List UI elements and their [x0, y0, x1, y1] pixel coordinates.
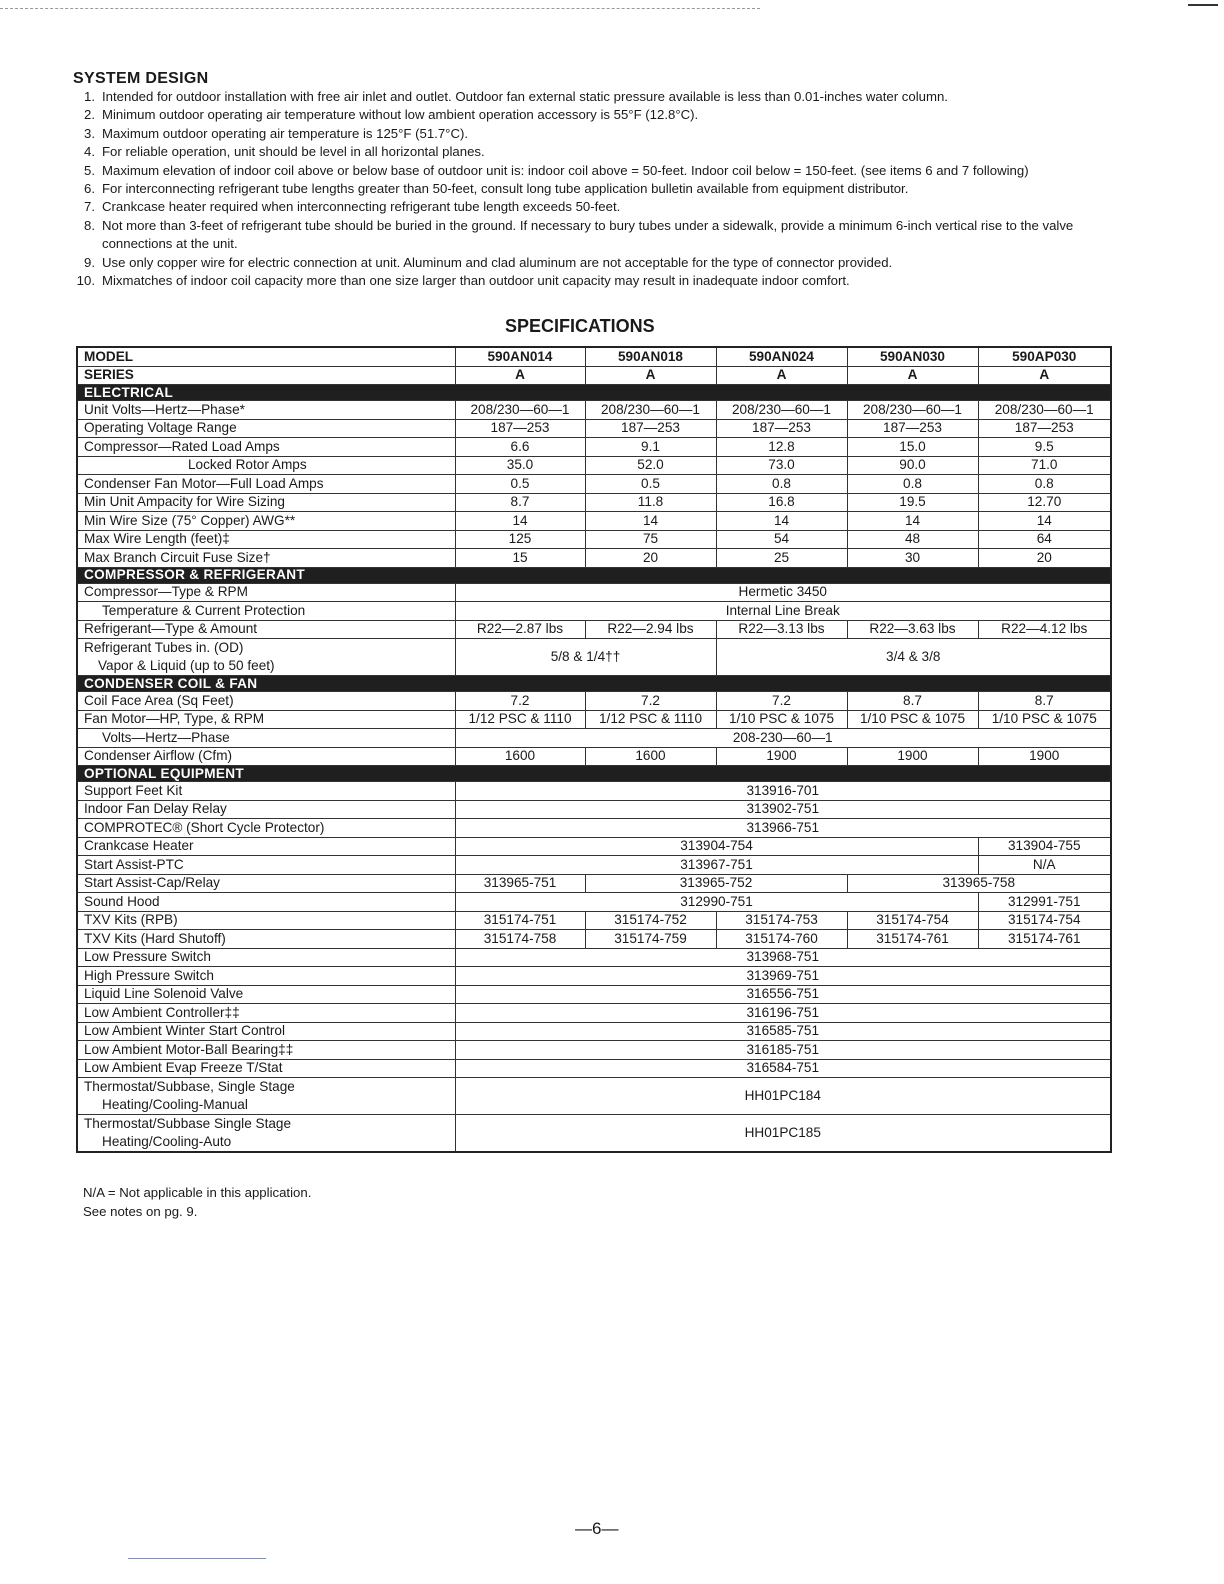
row-label	[77, 1115, 455, 1153]
row-label: Start Assist-Cap/Relay	[77, 874, 455, 893]
row-label: Refrigerant—Type & Amount	[77, 620, 455, 639]
table-cell: 14	[455, 512, 585, 531]
section-electrical	[77, 385, 1111, 401]
table-row	[77, 583, 1111, 602]
note-number: 6.	[84, 181, 95, 197]
table-cell: Hermetic 3450	[455, 583, 1111, 602]
note-item	[75, 254, 1115, 272]
table-row	[77, 639, 1111, 676]
table-cell: 315174-754	[847, 911, 978, 930]
table-row	[77, 1059, 1111, 1078]
row-label: Fan Motor—HP, Type, & RPM	[77, 710, 455, 729]
system-design-list	[75, 88, 1115, 290]
row-label: Crankcase Heater	[77, 837, 455, 856]
row-label: TXV Kits (RPB)	[77, 911, 455, 930]
table-row	[77, 911, 1111, 930]
row-label: COMPROTEC® (Short Cycle Protector)	[77, 819, 455, 838]
table-cell: 15.0	[847, 438, 978, 457]
table-cell: 5/8 & 1/4††	[455, 639, 716, 676]
table-cell: 316556-751	[455, 985, 1111, 1004]
row-label-line: Vapor & Liquid (up to 50 feet)	[98, 658, 275, 673]
note-number: 3.	[84, 125, 95, 141]
page-number: —6—	[575, 1519, 619, 1538]
note-text: Maximum elevation of indoor coil above or below base of outdoor unit is: indoor coil above = 50-feet. Indoor coil below = 150-feet. (see items 6 and 7 following)	[102, 162, 1029, 178]
model-cell: 590AN030	[847, 347, 978, 366]
table-cell: 1900	[847, 747, 978, 766]
note-item	[75, 180, 1115, 198]
scan-top-line	[0, 8, 760, 9]
series-cell: A	[978, 366, 1111, 385]
table-row	[77, 893, 1111, 912]
note-item	[75, 106, 1115, 124]
table-cell: 35.0	[455, 456, 585, 475]
table-cell: 8.7	[847, 692, 978, 711]
note-text: Mixmatches of indoor coil capacity more than one size larger than outdoor unit capacity may result in inadequate indoor comfort.	[102, 273, 850, 289]
table-row	[77, 475, 1111, 494]
table-cell: 7.2	[585, 692, 716, 711]
row-label-line: Thermostat/Subbase Single Stage	[84, 1116, 292, 1131]
table-cell: 313965-751	[455, 874, 585, 893]
table-cell: 313965-758	[847, 874, 1111, 893]
model-row	[77, 347, 1111, 366]
section-compressor	[77, 567, 1111, 583]
table-cell: 0.5	[455, 475, 585, 494]
row-label: TXV Kits (Hard Shutoff)	[77, 930, 455, 949]
table-row	[77, 967, 1111, 986]
table-row	[77, 401, 1111, 420]
note-text: For reliable operation, unit should be level in all horizontal planes.	[102, 144, 485, 160]
table-cell: 315174-761	[847, 930, 978, 949]
table-cell: 316584-751	[455, 1059, 1111, 1078]
table-row	[77, 985, 1111, 1004]
table-cell: 0.5	[585, 475, 716, 494]
model-cell: 590AN014	[455, 347, 585, 366]
table-row	[77, 819, 1111, 838]
table-cell: 1/10 PSC & 1075	[978, 710, 1111, 729]
table-cell: 315174-754	[978, 911, 1111, 930]
series-cell: A	[585, 366, 716, 385]
table-cell: 71.0	[978, 456, 1111, 475]
table-cell: 0.8	[978, 475, 1111, 494]
specifications-table	[76, 346, 1112, 1153]
note-item	[75, 217, 1115, 254]
table-cell: 316196-751	[455, 1004, 1111, 1023]
table-row	[77, 1004, 1111, 1023]
note-number: 9.	[84, 254, 95, 270]
note-text: Not more than 3-feet of refrigerant tube should be buried in the ground. If necessary to bury tubes under a sidewalk, provide a minimum 6-inch vertical rise to the valve connections at the unit.	[102, 217, 1074, 252]
table-cell: 208/230—60—1	[455, 401, 585, 420]
series-cell: A	[455, 366, 585, 385]
table-cell: 313966-751	[455, 819, 1111, 838]
table-row	[77, 800, 1111, 819]
table-cell: 315174-751	[455, 911, 585, 930]
table-cell: 187—253	[716, 419, 847, 438]
table-row	[77, 1022, 1111, 1041]
note-number: 2.	[84, 107, 95, 123]
table-row	[77, 1115, 1111, 1153]
table-cell: 9.1	[585, 438, 716, 457]
note-text: Intended for outdoor installation with free air inlet and outlet. Outdoor fan external static pressure available is less than 0.01-inches water column.	[102, 89, 948, 104]
table-row	[77, 512, 1111, 531]
row-label: Max Branch Circuit Fuse Size†	[77, 549, 455, 568]
table-cell: 313904-754	[455, 837, 978, 856]
table-row	[77, 874, 1111, 893]
table-cell: Internal Line Break	[455, 602, 1111, 621]
table-cell: 1/10 PSC & 1075	[847, 710, 978, 729]
table-row	[77, 419, 1111, 438]
table-row	[77, 456, 1111, 475]
table-cell: 1900	[978, 747, 1111, 766]
table-cell: 0.8	[716, 475, 847, 494]
note-number: 7.	[84, 199, 95, 215]
table-cell: R22—3.13 lbs	[716, 620, 847, 639]
table-row	[77, 602, 1111, 621]
row-label-line: Heating/Cooling-Auto	[102, 1134, 232, 1149]
row-label: Compressor—Rated Load Amps	[77, 438, 455, 457]
table-cell: 315174-761	[978, 930, 1111, 949]
row-label: High Pressure Switch	[77, 967, 455, 986]
row-label: Sound Hood	[77, 893, 455, 912]
table-cell: 208/230—60—1	[847, 401, 978, 420]
table-cell: 316585-751	[455, 1022, 1111, 1041]
table-cell: 312991-751	[978, 893, 1111, 912]
note-item	[75, 198, 1115, 216]
table-cell: 313902-751	[455, 800, 1111, 819]
section-heading: CONDENSER COIL & FAN	[77, 676, 1111, 692]
table-cell: 8.7	[455, 493, 585, 512]
table-cell: 312990-751	[455, 893, 978, 912]
table-cell: 187—253	[585, 419, 716, 438]
model-cell: 590AN024	[716, 347, 847, 366]
table-row	[77, 837, 1111, 856]
table-cell: 14	[847, 512, 978, 531]
note-text: For interconnecting refrigerant tube lengths greater than 50-feet, consult long tube application bulletin available from equipment distributor.	[102, 181, 909, 197]
table-cell: 208/230—60—1	[716, 401, 847, 420]
table-cell: 19.5	[847, 493, 978, 512]
row-label: Condenser Airflow (Cfm)	[77, 747, 455, 766]
row-label: Low Ambient Motor-Ball Bearing‡‡	[77, 1041, 455, 1060]
footnote-see-notes: See notes on pg. 9.	[83, 1204, 198, 1219]
table-row	[77, 1078, 1111, 1115]
table-cell: 14	[716, 512, 847, 531]
note-item	[75, 162, 1115, 180]
section-heading: OPTIONAL EQUIPMENT	[77, 766, 1111, 782]
row-label: Liquid Line Solenoid Valve	[77, 985, 455, 1004]
row-label-line: Thermostat/Subbase, Single Stage	[84, 1079, 295, 1094]
table-cell: 75	[585, 530, 716, 549]
section-optional	[77, 766, 1111, 782]
row-label: Min Wire Size (75° Copper) AWG**	[77, 512, 455, 531]
row-label: Condenser Fan Motor—Full Load Amps	[77, 475, 455, 494]
table-cell: 14	[585, 512, 716, 531]
table-cell: 315174-759	[585, 930, 716, 949]
section-heading: COMPRESSOR & REFRIGERANT	[77, 567, 1111, 583]
system-design-heading: SYSTEM DESIGN	[73, 70, 209, 87]
table-cell: 48	[847, 530, 978, 549]
table-cell: 315174-752	[585, 911, 716, 930]
table-cell: 313916-701	[455, 782, 1111, 801]
table-cell: 1600	[455, 747, 585, 766]
table-cell: 1600	[585, 747, 716, 766]
table-cell: 187—253	[978, 419, 1111, 438]
table-cell: 9.5	[978, 438, 1111, 457]
table-cell: 6.6	[455, 438, 585, 457]
section-condenser	[77, 676, 1111, 692]
table-cell: 315174-760	[716, 930, 847, 949]
table-cell: 52.0	[585, 456, 716, 475]
row-label: Min Unit Ampacity for Wire Sizing	[77, 493, 455, 512]
table-cell: 7.2	[455, 692, 585, 711]
table-row	[77, 729, 1111, 748]
table-cell: 315174-753	[716, 911, 847, 930]
table-cell: 16.8	[716, 493, 847, 512]
table-cell: 7.2	[716, 692, 847, 711]
table-row	[77, 782, 1111, 801]
note-number: 1.	[84, 89, 95, 104]
series-cell: A	[716, 366, 847, 385]
table-cell: R22—2.87 lbs	[455, 620, 585, 639]
table-cell: 313968-751	[455, 948, 1111, 967]
series-label: SERIES	[77, 366, 455, 385]
table-cell: 125	[455, 530, 585, 549]
table-row	[77, 620, 1111, 639]
table-cell: 15	[455, 549, 585, 568]
table-row	[77, 549, 1111, 568]
note-item	[75, 272, 1115, 290]
table-cell: 73.0	[716, 456, 847, 475]
scan-corner-mark	[1188, 4, 1218, 6]
table-row	[77, 530, 1111, 549]
table-cell: 12.70	[978, 493, 1111, 512]
note-item	[75, 88, 1115, 106]
table-cell: 3/4 & 3/8	[716, 639, 1111, 676]
specifications-title: SPECIFICATIONS	[505, 316, 655, 336]
table-cell: 1/12 PSC & 1110	[585, 710, 716, 729]
table-cell: 1/10 PSC & 1075	[716, 710, 847, 729]
row-label-line: Refrigerant Tubes in. (OD)	[84, 640, 244, 655]
series-row	[77, 366, 1111, 385]
table-cell: 14	[978, 512, 1111, 531]
note-number: 8.	[84, 217, 95, 233]
note-text: Crankcase heater required when interconnecting refrigerant tube length exceeds 50-feet.	[102, 199, 621, 215]
table-cell: R22—2.94 lbs	[585, 620, 716, 639]
model-label: MODEL	[77, 347, 455, 366]
note-item	[75, 143, 1115, 161]
table-cell: HH01PC184	[455, 1078, 1111, 1115]
scan-bottom-line	[128, 1558, 266, 1559]
footnotes	[83, 1183, 311, 1221]
table-cell: 1900	[716, 747, 847, 766]
row-label: Low Ambient Winter Start Control	[77, 1022, 455, 1041]
row-label: Compressor—Type & RPM	[77, 583, 455, 602]
row-label: Locked Rotor Amps	[77, 456, 455, 475]
note-number: 10.	[76, 273, 95, 289]
table-cell: 208-230—60—1	[455, 729, 1111, 748]
table-cell: 313969-751	[455, 967, 1111, 986]
row-label: Coil Face Area (Sq Feet)	[77, 692, 455, 711]
series-cell: A	[847, 366, 978, 385]
table-cell: 12.8	[716, 438, 847, 457]
row-label: Low Ambient Controller‡‡	[77, 1004, 455, 1023]
row-label: Start Assist-PTC	[77, 856, 455, 875]
table-row	[77, 948, 1111, 967]
table-cell: 11.8	[585, 493, 716, 512]
table-row	[77, 438, 1111, 457]
table-cell: HH01PC185	[455, 1115, 1111, 1153]
table-cell: 20	[978, 549, 1111, 568]
table-cell: 54	[716, 530, 847, 549]
table-row	[77, 856, 1111, 875]
table-cell: 316185-751	[455, 1041, 1111, 1060]
table-cell: 1/12 PSC & 1110	[455, 710, 585, 729]
table-cell: 313967-751	[455, 856, 978, 875]
table-row	[77, 692, 1111, 711]
row-label	[77, 639, 455, 676]
table-cell: 313904-755	[978, 837, 1111, 856]
note-number: 4.	[84, 144, 95, 160]
note-number: 5.	[84, 162, 95, 178]
table-cell: 208/230—60—1	[585, 401, 716, 420]
table-cell: 30	[847, 549, 978, 568]
table-row	[77, 710, 1111, 729]
row-label: Operating Voltage Range	[77, 419, 455, 438]
table-cell: 208/230—60—1	[978, 401, 1111, 420]
table-row	[77, 747, 1111, 766]
table-cell: 20	[585, 549, 716, 568]
row-label: Low Ambient Evap Freeze T/Stat	[77, 1059, 455, 1078]
table-row	[77, 930, 1111, 949]
note-text: Maximum outdoor operating air temperature is 125°F (51.7°C).	[102, 125, 469, 141]
table-row	[77, 493, 1111, 512]
footnote-na: N/A = Not applicable in this application.	[83, 1185, 312, 1200]
row-label: Max Wire Length (feet)‡	[77, 530, 455, 549]
table-cell: R22—3.63 lbs	[847, 620, 978, 639]
table-cell: 315174-758	[455, 930, 585, 949]
note-text: Minimum outdoor operating air temperature without low ambient operation accessory is 55°F (12.8°C).	[102, 107, 699, 123]
row-label: Indoor Fan Delay Relay	[77, 800, 455, 819]
table-cell: 187—253	[455, 419, 585, 438]
row-label: Volts—Hertz—Phase	[77, 729, 455, 748]
table-cell: 25	[716, 549, 847, 568]
model-cell: 590AP030	[978, 347, 1111, 366]
row-label-line: Heating/Cooling-Manual	[102, 1097, 248, 1112]
table-cell: 64	[978, 530, 1111, 549]
table-cell: 187—253	[847, 419, 978, 438]
row-label	[77, 1078, 455, 1115]
model-cell: 590AN018	[585, 347, 716, 366]
section-heading: ELECTRICAL	[77, 385, 1111, 401]
table-cell: 313965-752	[585, 874, 847, 893]
note-text: Use only copper wire for electric connection at unit. Aluminum and clad aluminum are not acceptable for the type of connector provided.	[102, 254, 893, 270]
row-label: Temperature & Current Protection	[77, 602, 455, 621]
row-label: Low Pressure Switch	[77, 948, 455, 967]
row-label: Support Feet Kit	[77, 782, 455, 801]
table-cell: 0.8	[847, 475, 978, 494]
table-cell: 8.7	[978, 692, 1111, 711]
table-cell: 90.0	[847, 456, 978, 475]
row-label: Unit Volts—Hertz—Phase*	[77, 401, 455, 420]
note-item	[75, 125, 1115, 143]
table-row	[77, 1041, 1111, 1060]
table-cell: R22—4.12 lbs	[978, 620, 1111, 639]
table-cell: N/A	[978, 856, 1111, 875]
